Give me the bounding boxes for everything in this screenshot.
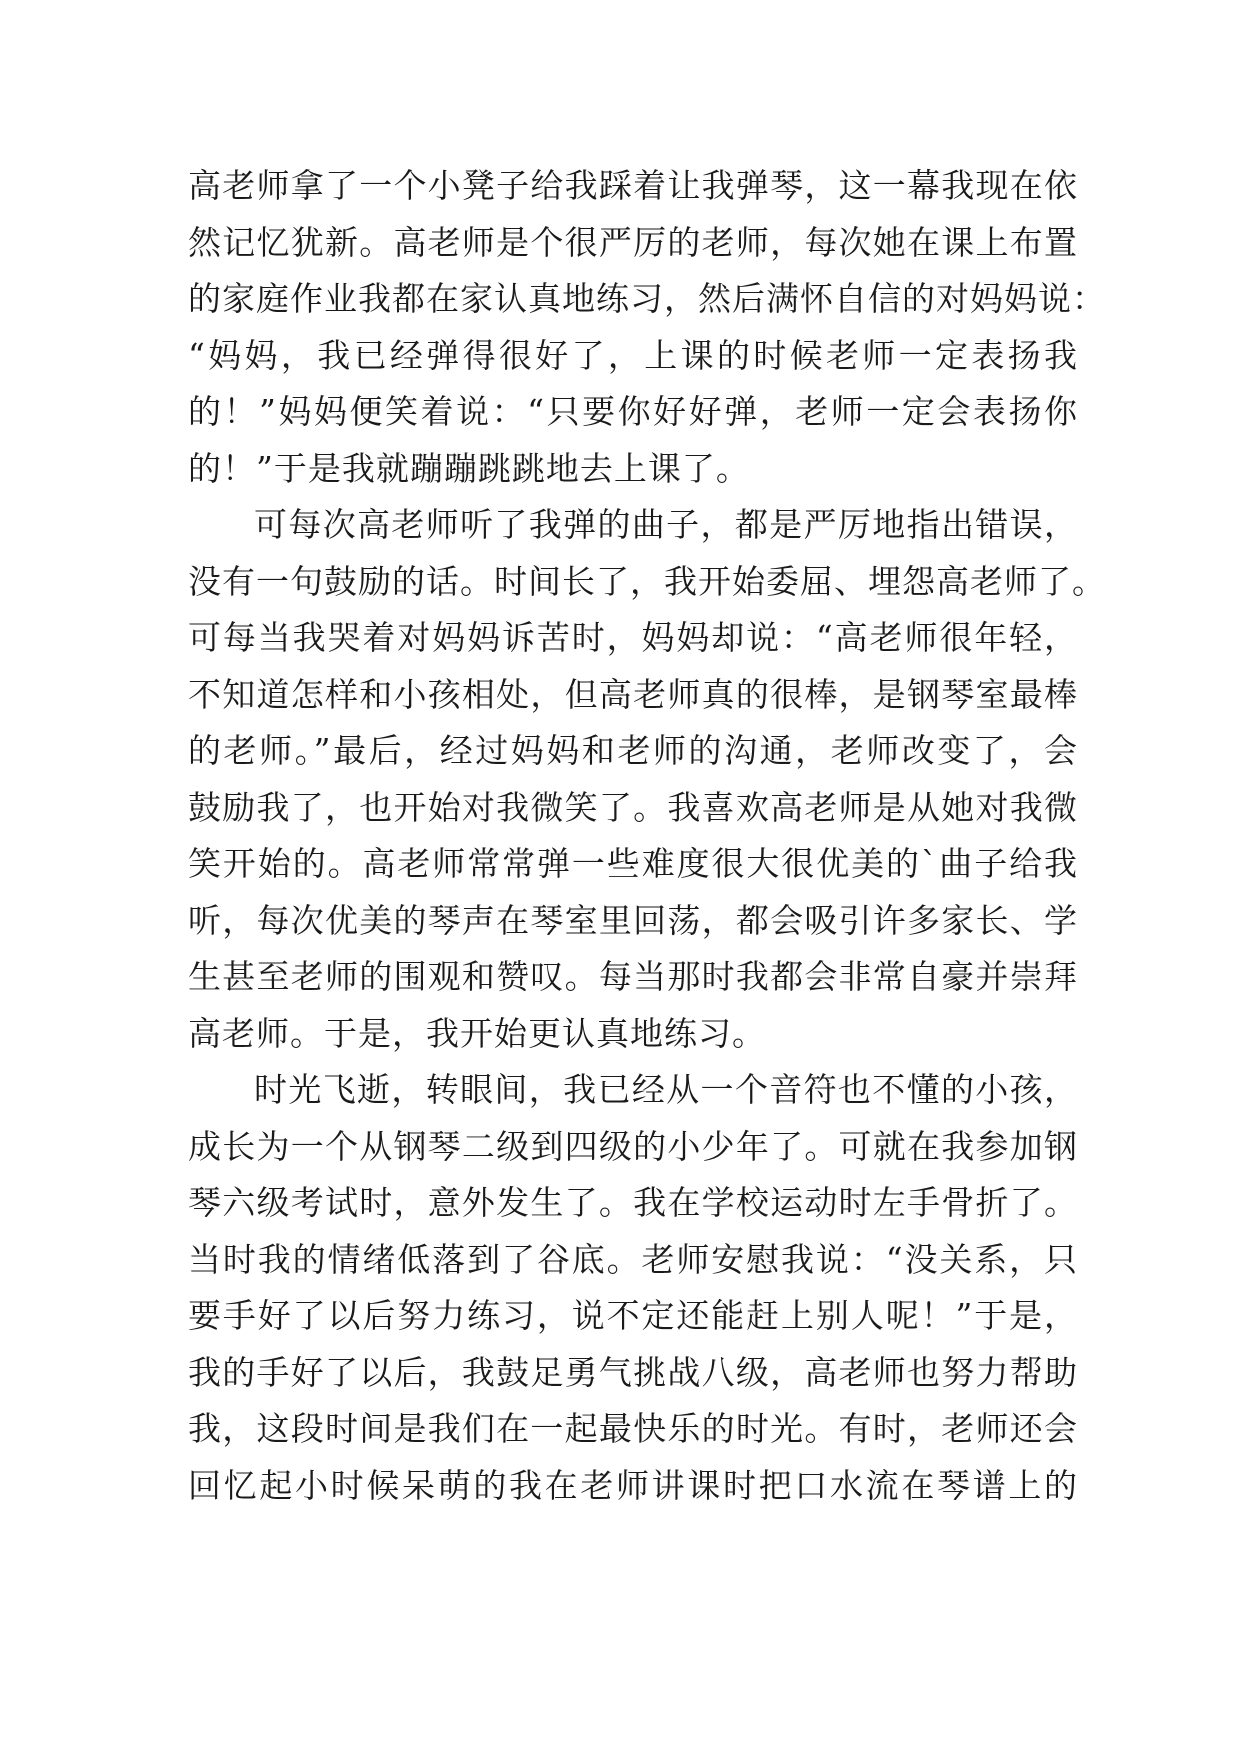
text-line: 笑开始的。高老师常常弹一些难度很大很优美的`曲子给我 — [188, 844, 1078, 883]
text-line: 成长为一个从钢琴二级到四级的小少年了。可就在我参加钢 — [188, 1126, 1078, 1166]
text-line: 的老师。”最后，经过妈妈和老师的沟通，老师改变了，会 — [188, 731, 1078, 770]
text-line: 的！”妈妈便笑着说：“只要你好好弹，老师一定会表扬你 — [188, 392, 1078, 431]
text-line: 的！”于是我就蹦蹦跳跳地去上课了。 — [188, 448, 750, 488]
text-line: 琴六级考试时，意外发生了。我在学校运动时左手骨折了。 — [188, 1183, 1078, 1222]
text-line: “妈妈，我已经弹得很好了，上课的时候老师一定表扬我 — [188, 335, 1078, 375]
text-line: 要手好了以后努力练习，说不定还能赶上别人呢！”于是， — [188, 1296, 1078, 1335]
paragraph-first-line: 时光飞逝，转眼间，我已经从一个音符也不懂的小孩， — [254, 1070, 1078, 1109]
text-line: 没有一句鼓励的话。时间长了，我开始委屈、埋怨高老师了。 — [188, 561, 1106, 601]
text-line: 鼓励我了，也开始对我微笑了。我喜欢高老师是从她对我微 — [188, 787, 1078, 827]
text-line: 回忆起小时候呆萌的我在老师讲课时把口水流在琴谱上的 — [188, 1465, 1078, 1505]
text-line: 高老师拿了一个小凳子给我踩着让我弹琴，这一幕我现在依 — [188, 166, 1078, 205]
text-line: 的家庭作业我都在家认真地练习，然后满怀自信的对妈妈说： — [188, 279, 1106, 318]
text-line: 生甚至老师的围观和赞叹。每当那时我都会非常自豪并崇拜 — [188, 957, 1078, 996]
text-line: 不知道怎样和小孩相处，但高老师真的很棒，是钢琴室最棒 — [188, 674, 1078, 714]
paragraph-first-line: 可每次高老师听了我弹的曲子，都是严厉地指出错误， — [254, 505, 1078, 544]
text-line: 高老师。于是，我开始更认真地练习。 — [188, 1013, 766, 1053]
text-line: 我的手好了以后，我鼓足勇气挑战八级，高老师也努力帮助 — [188, 1352, 1078, 1392]
text-line: 我，这段时间是我们在一起最快乐的时光。有时，老师还会 — [188, 1409, 1078, 1448]
essay-body — [188, 158, 1106, 1514]
text-line: 可每当我哭着对妈妈诉苦时，妈妈却说：“高老师很年轻， — [188, 618, 1078, 657]
text-line: 当时我的情绪低落到了谷底。老师安慰我说：“没关系，只 — [188, 1239, 1078, 1279]
text-line: 然记忆犹新。高老师是个很严厉的老师，每次她在课上布置 — [188, 222, 1078, 262]
text-line: 听，每次优美的琴声在琴室里回荡，都会吸引许多家长、学 — [188, 900, 1078, 940]
